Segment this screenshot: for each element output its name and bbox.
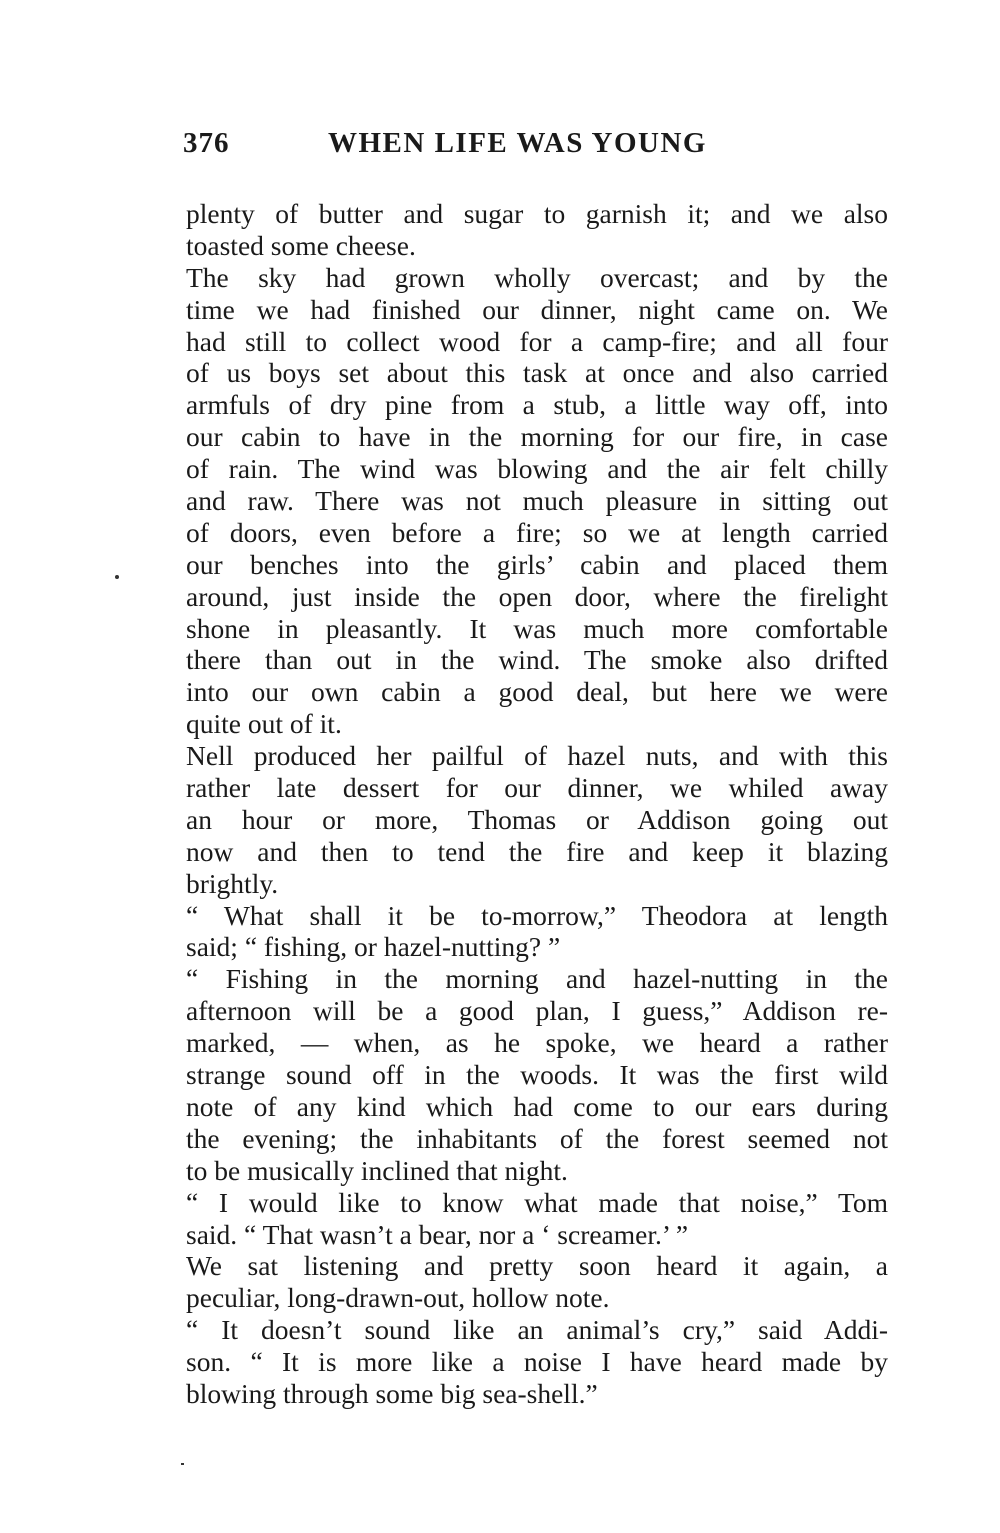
text-line: shone in pleasantly. It was much more comfortable [186, 612, 888, 644]
text-line: note of any kind which had come to our ears during [186, 1090, 888, 1122]
text-line: brightly. [186, 867, 279, 899]
text-line: marked, — when, as he spoke, we heard a rather [186, 1027, 888, 1059]
text-line: We sat listening and pretty soon heard it again, a [186, 1250, 888, 1282]
text-line: to be musically inclined that night. [186, 1154, 568, 1186]
text-line: quite out of it. [186, 708, 342, 740]
text-line: and raw. There was not much pleasure in sitting out [186, 485, 888, 517]
text-line: into our own cabin a good deal, but here we were [186, 676, 888, 708]
text-line: the evening; the inhabitants of the forest seemed not [186, 1122, 888, 1154]
text-line: had still to collect wood for a camp-fire; and all four [186, 325, 888, 357]
margin-speck [115, 575, 119, 579]
text-line: rather late dessert for our dinner, we whiled away [186, 772, 888, 804]
text-line: plenty of butter and sugar to garnish it; and we also [186, 198, 888, 229]
text-line: of us boys set about this task at once and also carried [186, 357, 888, 389]
text-line: Nell produced her pailful of hazel nuts, and with this [186, 740, 888, 772]
text-line: time we had finished our dinner, night came on. We [186, 293, 888, 325]
text-line: “ It doesn’t sound like an animal’s cry,” said Addi- [186, 1314, 888, 1346]
running-title: WHEN LIFE WAS YOUNG [328, 127, 707, 159]
text-line: The sky had grown wholly overcast; and by the [186, 261, 888, 293]
text-line: of rain. The wind was blowing and the air felt chilly [186, 453, 888, 485]
text-line: there than out in the wind. The smoke also drifted [186, 644, 888, 676]
text-line: strange sound off in the woods. It was the first wild [186, 1059, 888, 1091]
text-line: afternoon will be a good plan, I guess,” Addison re- [186, 995, 888, 1027]
page-number: 376 [183, 127, 230, 159]
text-line: son. “ It is more like a noise I have heard made by [186, 1346, 888, 1378]
text-line: of doors, even before a fire; so we at length carried [186, 516, 888, 548]
body-text [186, 198, 888, 1410]
text-line: now and then to tend the fire and keep it blazing [186, 835, 888, 867]
text-line: around, just inside the open door, where the firelight [186, 580, 888, 612]
text-line: blowing through some big sea-shell.” [186, 1377, 598, 1409]
text-line: toasted some cheese. [186, 229, 416, 261]
text-line: “ I would like to know what made that noise,” Tom [186, 1186, 888, 1218]
text-line: an hour or more, Thomas or Addison going out [186, 803, 888, 835]
text-line: “ Fishing in the morning and hazel-nutting in the [186, 963, 888, 995]
margin-speck [181, 1463, 184, 1465]
text-line: armfuls of dry pine from a stub, a little way off, into [186, 389, 888, 421]
text-line: peculiar, long-drawn-out, hollow note. [186, 1282, 610, 1314]
text-line: our benches into the girls’ cabin and placed them [186, 548, 888, 580]
text-line: said. “ That wasn’t a bear, nor a ‘ screamer.’ ” [186, 1218, 689, 1250]
text-line: our cabin to have in the morning for our fire, in case [186, 421, 888, 453]
text-line: said; “ fishing, or hazel-nutting? ” [186, 931, 561, 963]
running-head [183, 127, 889, 167]
text-line: “ What shall it be to-morrow,” Theodora at length [186, 899, 888, 931]
